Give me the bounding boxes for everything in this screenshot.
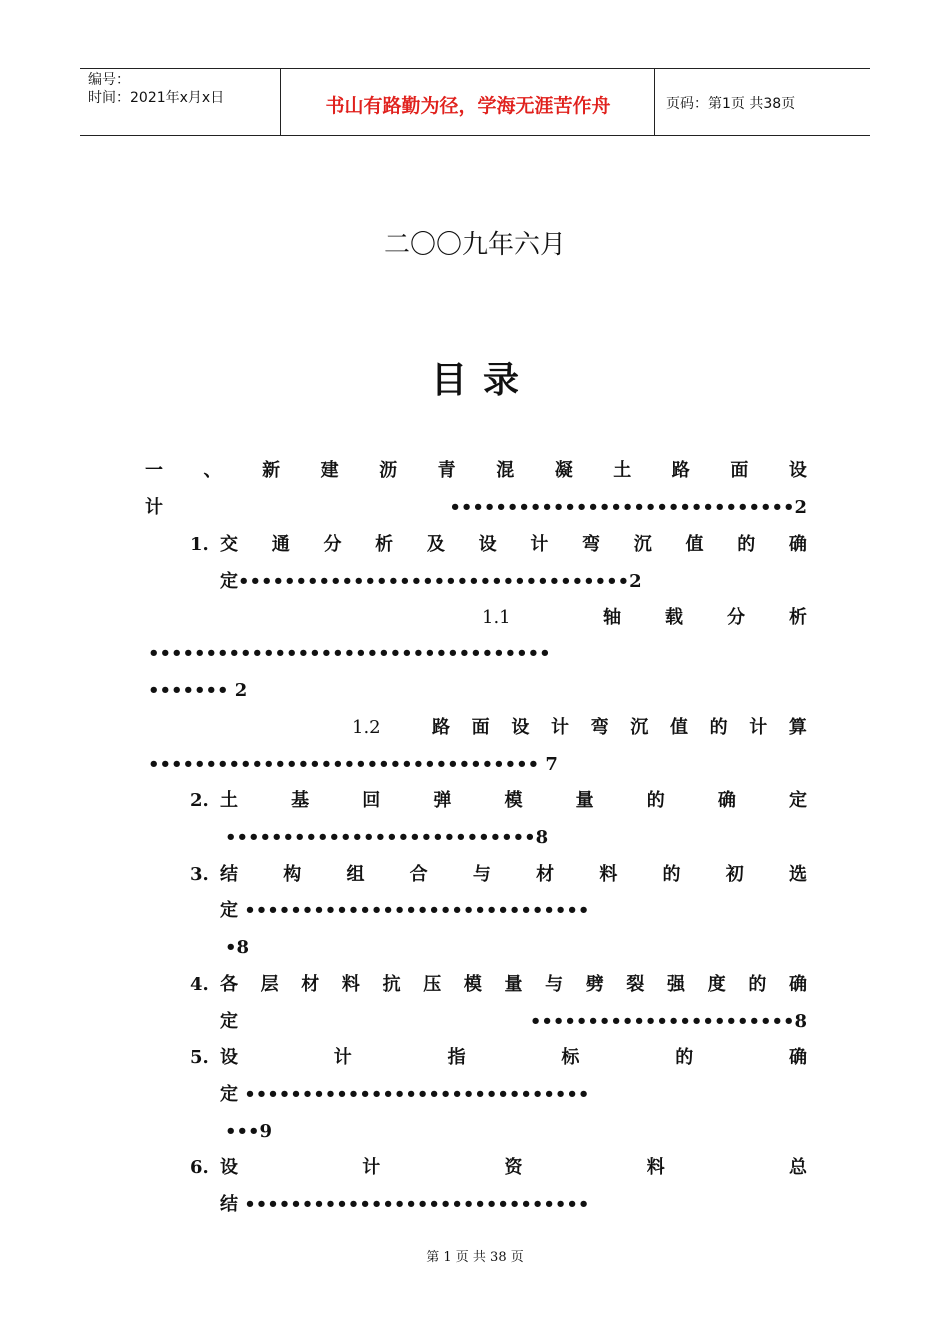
toc-char: 计 — [333, 1047, 352, 1068]
toc-char: 与 — [472, 864, 491, 885]
header-divider — [654, 69, 655, 135]
header-divider — [280, 69, 281, 135]
toc-leader: 定 •••••••••••••••••••••••••••••• — [220, 900, 590, 921]
toc-leader: •••••••••••••••••••••••8 — [529, 1011, 807, 1032]
toc-leader: 定••••••••••••••••••••••••••••••••••2 — [220, 571, 642, 592]
toc-leader: •••9 — [225, 1121, 273, 1142]
toc-char: 的 — [675, 1047, 694, 1068]
toc-char: 的 — [748, 974, 767, 995]
toc-char: 确 — [788, 1047, 807, 1068]
toc-char: 弹 — [433, 790, 452, 811]
toc-leader: 定 •••••••••••••••••••••••••••••• — [220, 1084, 590, 1105]
toc-line — [220, 1009, 807, 1035]
toc-line — [220, 972, 807, 998]
toc-char: 度 — [707, 974, 726, 995]
toc-char: 及 — [426, 534, 445, 555]
toc-char: 初 — [725, 864, 744, 885]
toc-char: 确 — [717, 790, 736, 811]
toc-char: 青 — [437, 460, 456, 481]
doc-number-label: 编号： — [88, 72, 130, 88]
toc-char: 面 — [730, 460, 749, 481]
header-left-cell — [88, 71, 224, 107]
toc-char: 结 — [220, 864, 238, 885]
toc-line — [220, 1045, 807, 1071]
page-header — [80, 68, 870, 136]
toc-leader: •8 — [225, 937, 250, 958]
toc-char: 土 — [220, 790, 238, 811]
toc-char: 计 — [362, 1157, 381, 1178]
toc-leader: •••••••••••••••••••••••••••••••••• 7 — [148, 754, 558, 775]
toc-char: 定 — [789, 790, 807, 811]
toc-leader: ••••••••••••••••••••••••••••••••••• — [148, 643, 551, 664]
toc-char: 计 — [530, 534, 549, 555]
toc-char: 值 — [669, 717, 688, 738]
toc-char: 裂 — [626, 974, 645, 995]
toc-line — [220, 788, 807, 814]
toc-char: 模 — [504, 790, 523, 811]
toc-line — [220, 898, 589, 924]
toc-number: 5. — [190, 1047, 209, 1068]
toc-char: 设 — [511, 717, 530, 738]
toc-char: 劈 — [585, 974, 604, 995]
toc-line — [145, 495, 807, 521]
toc-leader: ••••••••••••••••••••••••••••••2 — [449, 497, 807, 518]
toc-line — [148, 752, 558, 778]
toc-char: 混 — [496, 460, 515, 481]
toc-char: 材 — [301, 974, 320, 995]
toc-line — [225, 935, 249, 961]
toc-number: 6. — [190, 1157, 209, 1178]
toc-char: 组 — [346, 864, 365, 885]
toc-char: 一 — [145, 460, 163, 481]
doc-time-label: 时间：2021年x月x日 — [88, 90, 225, 106]
toc-line — [225, 1119, 272, 1145]
toc-char: 抗 — [382, 974, 401, 995]
toc-char: 新 — [262, 460, 281, 481]
toc-char: 指 — [447, 1047, 466, 1068]
toc-text: 计 — [145, 497, 163, 518]
toc-char: 分 — [323, 534, 342, 555]
toc-char: 交 — [220, 534, 238, 555]
toc-char: 载 — [665, 607, 683, 628]
toc-char: 总 — [789, 1157, 807, 1178]
toc-char: 强 — [667, 974, 686, 995]
toc-text: 定 — [220, 1011, 238, 1032]
toc-char: 弯 — [590, 717, 609, 738]
toc-char: 量 — [504, 974, 523, 995]
toc-char: 确 — [788, 974, 807, 995]
toc-char: 通 — [271, 534, 290, 555]
toc-leader: •••••••••••••••••••••••••••8 — [225, 827, 549, 848]
toc-char: 分 — [727, 607, 745, 628]
toc-title: 目录 — [430, 360, 535, 401]
toc-line — [145, 458, 807, 484]
toc-char: 资 — [504, 1157, 523, 1178]
toc-char: 选 — [788, 864, 807, 885]
toc-char: 沉 — [633, 534, 652, 555]
toc-line — [225, 825, 548, 851]
toc-line — [220, 1155, 807, 1181]
toc-char: 沉 — [630, 717, 649, 738]
toc-char: 的 — [709, 717, 728, 738]
toc-char: 建 — [320, 460, 339, 481]
toc-line — [220, 1192, 589, 1218]
toc-char: 沥 — [379, 460, 398, 481]
toc-line — [220, 532, 807, 558]
date-line: 二〇〇九年六月 — [383, 230, 566, 260]
toc-char: 路 — [671, 460, 690, 481]
toc-number: 2. — [190, 790, 209, 811]
toc-char: 值 — [685, 534, 704, 555]
toc-line — [148, 678, 247, 704]
toc-char: 设 — [788, 460, 807, 481]
toc-char: 的 — [662, 864, 681, 885]
toc-char: 设 — [478, 534, 497, 555]
toc-line — [220, 862, 807, 888]
toc-number: 1.1 — [482, 607, 511, 628]
toc-char: 量 — [575, 790, 594, 811]
toc-leader: 结 •••••••••••••••••••••••••••••• — [220, 1194, 590, 1215]
toc-char: 凝 — [554, 460, 573, 481]
toc-char: 的 — [737, 534, 756, 555]
toc-line — [220, 569, 807, 595]
toc-line — [148, 641, 793, 667]
toc-char: 料 — [341, 974, 360, 995]
toc-char: 料 — [599, 864, 618, 885]
toc-line — [432, 715, 807, 741]
toc-char: 、 — [203, 460, 222, 481]
toc-line — [603, 605, 807, 631]
header-page-info: 页码：第1页 共38页 — [666, 96, 796, 112]
toc-char: 料 — [646, 1157, 665, 1178]
toc-char: 确 — [788, 534, 807, 555]
toc-number: 4. — [190, 974, 209, 995]
header-motto: 书山有路勤为径，学海无涯苦作舟 — [325, 95, 611, 117]
toc-char: 轴 — [603, 607, 621, 628]
toc-char: 回 — [362, 790, 381, 811]
toc-char: 计 — [749, 717, 768, 738]
toc-number: 1. — [190, 534, 209, 555]
toc-char: 算 — [788, 717, 807, 738]
toc-char: 合 — [409, 864, 428, 885]
toc-char: 各 — [220, 974, 238, 995]
toc-char: 路 — [432, 717, 450, 738]
toc-char: 标 — [561, 1047, 580, 1068]
toc-char: 弯 — [582, 534, 601, 555]
toc-char: 的 — [646, 790, 665, 811]
toc-char: 与 — [545, 974, 564, 995]
toc-char: 构 — [283, 864, 302, 885]
toc-char: 材 — [536, 864, 555, 885]
toc-number: 3. — [190, 864, 209, 885]
toc-char: 设 — [220, 1047, 238, 1068]
toc-line — [220, 1082, 589, 1108]
toc-leader: ••••••• 2 — [148, 680, 248, 701]
toc-char: 面 — [471, 717, 490, 738]
toc-char: 基 — [291, 790, 310, 811]
toc-char: 析 — [789, 607, 807, 628]
toc-char: 压 — [423, 974, 442, 995]
toc-char: 计 — [550, 717, 569, 738]
page-footer: 第 1 页 共 38 页 — [426, 1250, 524, 1265]
toc-char: 析 — [375, 534, 394, 555]
toc-char: 模 — [463, 974, 482, 995]
toc-char: 层 — [260, 974, 279, 995]
toc-char: 土 — [613, 460, 632, 481]
toc-char: 设 — [220, 1157, 238, 1178]
toc-number: 1.2 — [352, 717, 381, 738]
